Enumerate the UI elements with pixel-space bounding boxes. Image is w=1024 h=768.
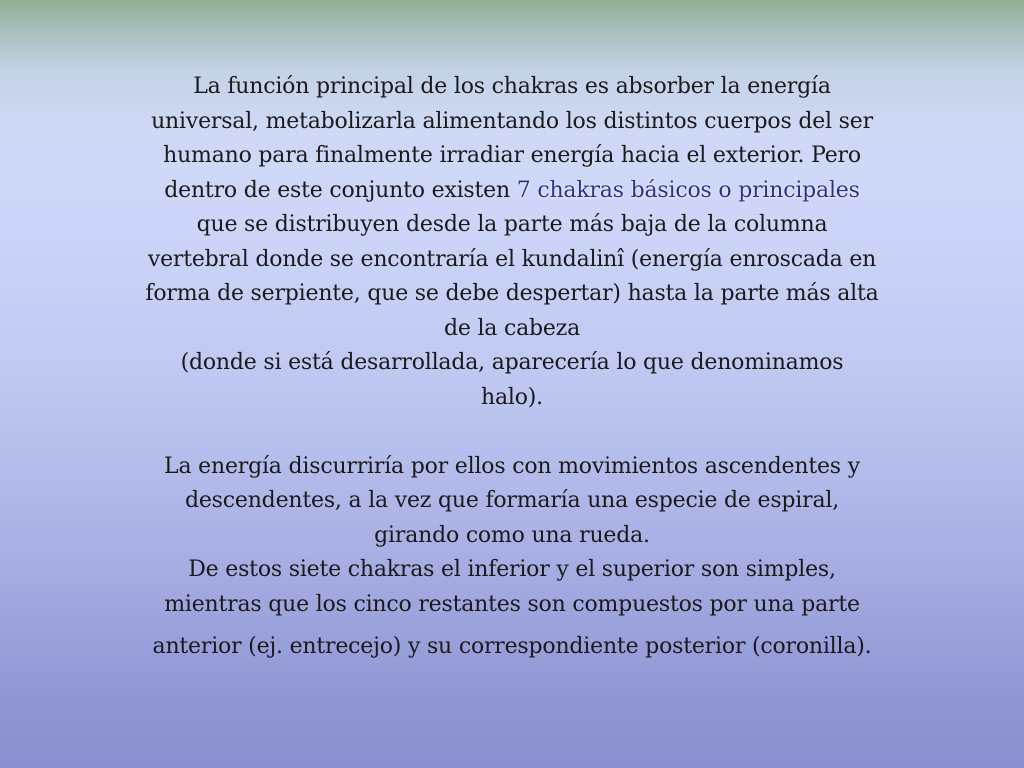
text-line: (donde si está desarrollada, aparecería lo que denominamos — [180, 350, 844, 375]
text-line: que se distribuyen desde la parte más baja de la columna — [196, 212, 828, 237]
text-line: La energía discurriría por ellos con movimientos ascendentes y — [164, 453, 860, 479]
text-line: La función principal de los chakras es absorber la energía — [193, 74, 831, 99]
highlighted-phrase: 7 chakras básicos o principales — [516, 177, 860, 203]
text-line: girando como una rueda. — [374, 522, 650, 548]
text-line: De estos siete chakras el inferior y el superior son simples, — [188, 557, 836, 582]
text-line: vertebral donde se encontraría el kundalinî (energía enroscada en — [147, 246, 877, 272]
text-line: universal, metabolizarla alimentando los distintos cuerpos del ser — [151, 108, 873, 134]
text-line: humano para finalmente irradiar energía hacia el exterior. Pero — [163, 143, 861, 168]
text-fragment: dentro de este conjunto existen — [164, 177, 517, 203]
text-line: descendentes, a la vez que formaría una especie de espiral, — [184, 488, 840, 513]
text-line — [120, 174, 904, 209]
paragraph-chakras-function — [120, 70, 904, 415]
slide-text-body — [120, 70, 904, 665]
paragraph-energy-flow — [120, 450, 904, 665]
text-line: halo). — [481, 384, 543, 410]
text-line: de la cabeza — [443, 315, 581, 341]
text-line: mientras que los cinco restantes son compuestos por una parte — [164, 591, 860, 617]
text-line: anterior (ej. entrecejo) y su correspondiente posterior (coronilla). — [152, 634, 872, 659]
text-line: forma de serpiente, que se debe despertar) hasta la parte más alta — [145, 281, 879, 306]
paragraph-spacer — [120, 415, 904, 450]
